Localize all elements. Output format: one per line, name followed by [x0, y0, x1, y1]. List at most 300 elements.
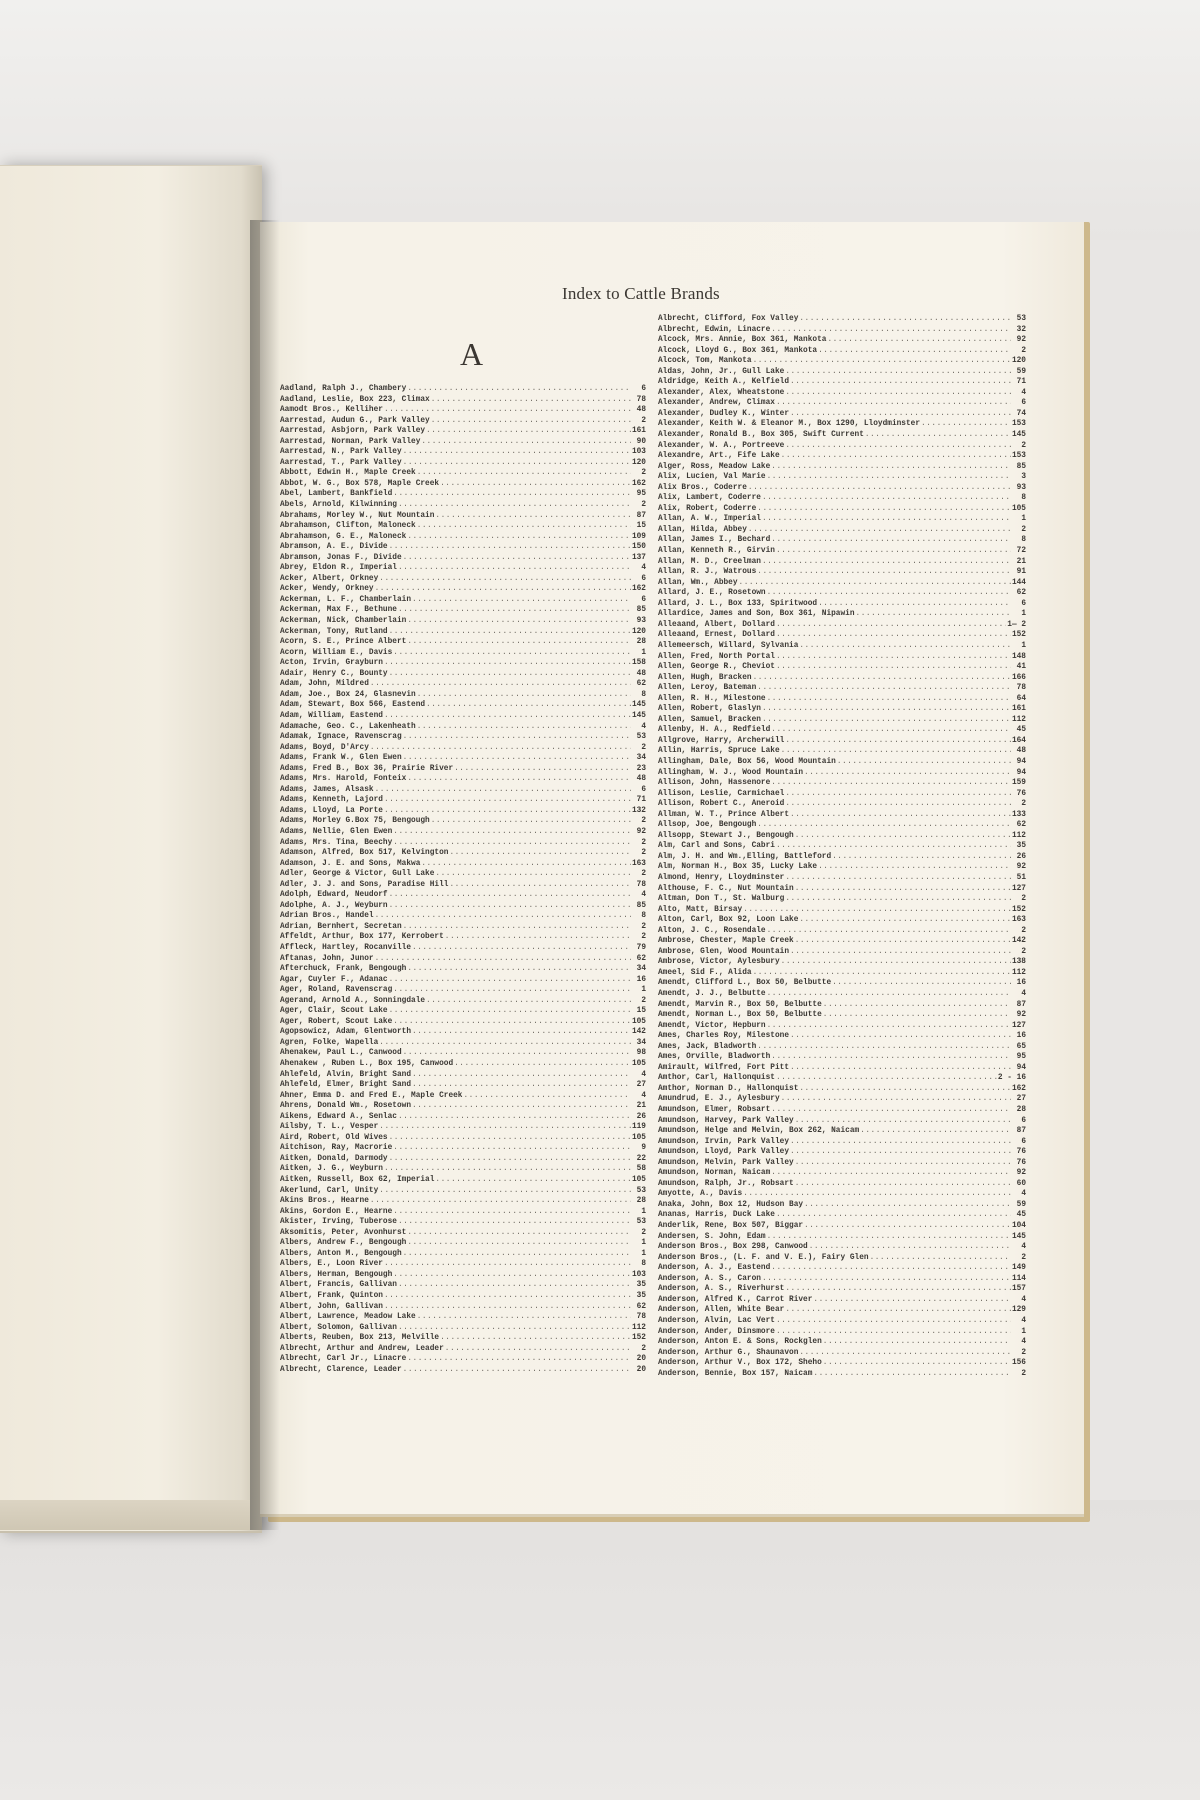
index-entry — [658, 936, 1026, 947]
index-entry — [658, 1232, 1026, 1243]
entry-name: Aftanas, John, Junor — [280, 954, 374, 963]
index-entry — [658, 1147, 1026, 1158]
index-entry — [280, 1228, 646, 1239]
leader-dots — [790, 1031, 1011, 1042]
entry-name: Ahlefeld, Elmer, Bright Sand — [280, 1081, 412, 1090]
index-entry — [658, 1158, 1026, 1169]
entry-name: Albert, Solomon, Gallivan — [280, 1323, 397, 1332]
leader-dots — [776, 652, 1011, 663]
entry-page-number: 2 — [1021, 947, 1026, 956]
entry-name: Alexander, Alex, Wheatstone — [658, 388, 785, 397]
index-entry — [658, 673, 1026, 684]
entry-page-number: 53 — [636, 1186, 646, 1195]
entry-page-number: 21 — [1016, 557, 1026, 566]
entry-name: Alton, Carl, Box 92, Loon Lake — [658, 916, 799, 925]
index-entry — [658, 578, 1026, 589]
index-entry — [280, 922, 646, 933]
index-entry — [658, 725, 1026, 736]
index-entry — [280, 1259, 646, 1270]
index-entry — [280, 700, 646, 711]
index-entry — [280, 447, 646, 458]
leader-dots — [417, 521, 631, 532]
entry-name: Ahner, Emma D. and Fred E., Maple Creek — [280, 1091, 463, 1100]
leader-dots — [799, 641, 1011, 652]
index-entry — [658, 388, 1026, 399]
index-entry — [280, 964, 646, 975]
leader-dots — [384, 1164, 631, 1175]
leader-dots — [431, 416, 631, 427]
leader-dots — [776, 662, 1011, 673]
entry-name: Anderson, Bennie, Box 157, Naicam — [658, 1369, 813, 1378]
entry-name: Amundson, Helge and Melvin, Box 262, Naicam — [658, 1127, 860, 1136]
index-entry — [658, 831, 1026, 842]
entry-page-number: 104 — [1011, 1222, 1026, 1231]
leader-dots — [785, 894, 1011, 905]
leader-dots — [426, 996, 631, 1007]
leader-dots — [870, 1253, 1011, 1264]
leader-dots — [860, 1126, 1011, 1137]
index-entry — [658, 1337, 1026, 1348]
leader-dots — [804, 1221, 1011, 1232]
index-entry — [280, 1333, 646, 1344]
entry-name: Allan, Wm., Abbey — [658, 578, 738, 587]
leader-dots — [799, 314, 1011, 325]
entry-page-number: 152 — [631, 1334, 646, 1343]
entry-page-number: 78 — [636, 1313, 646, 1322]
entry-page-number: 1 — [1021, 610, 1026, 619]
index-entry — [280, 1186, 646, 1197]
index-entry — [658, 1168, 1026, 1179]
entry-name: Andersen, S. John, Edam — [658, 1232, 766, 1241]
leader-dots — [785, 799, 1011, 810]
entry-page-number: 74 — [1016, 409, 1026, 418]
leader-dots — [790, 810, 1011, 821]
index-entry — [280, 437, 646, 448]
entry-name: Allen, R. H., Milestone — [658, 694, 766, 703]
leader-dots — [799, 1084, 1011, 1095]
index-entry — [658, 652, 1026, 663]
entry-name: Allardice, James and Son, Box 361, Nipawin — [658, 610, 855, 619]
index-entry — [658, 957, 1026, 968]
leader-dots — [384, 795, 631, 806]
index-entry — [280, 880, 646, 891]
entry-page-number: 162 — [1011, 1084, 1026, 1093]
entry-page-number: 92 — [1016, 1169, 1026, 1178]
entry-page-number: 145 — [631, 711, 646, 720]
index-entry — [658, 557, 1026, 568]
leader-dots — [743, 905, 1011, 916]
leader-dots — [767, 1232, 1011, 1243]
leader-dots — [809, 1242, 1011, 1253]
entry-name: Aarrestad, Norman, Park Valley — [280, 437, 421, 446]
entry-name: Anderson, A. J., Eastend — [658, 1264, 771, 1273]
leader-dots — [748, 483, 1011, 494]
index-entry — [280, 1154, 646, 1165]
entry-page-number: 48 — [636, 406, 646, 415]
leader-dots — [393, 838, 631, 849]
leader-dots — [776, 630, 1011, 641]
entry-name: Allard, J. L., Box 133, Spiritwood — [658, 599, 818, 608]
entry-page-number: 34 — [636, 1038, 646, 1047]
entry-name: Allen, Hugh, Bracken — [658, 673, 752, 682]
entry-name: Anderson, A. S., Riverhurst — [658, 1285, 785, 1294]
index-entry — [280, 859, 646, 870]
entry-name: Acorn, S. E., Prince Albert — [280, 638, 407, 647]
entry-page-number: 2 — [641, 838, 646, 847]
index-entry — [280, 1270, 646, 1281]
index-entry — [280, 479, 646, 490]
entry-name: Anderson, Anton E. & Sons, Rockglen — [658, 1338, 822, 1347]
entry-page-number: 105 — [631, 1017, 646, 1026]
entry-name: Alexander, Dudley K., Winter — [658, 409, 790, 418]
index-entry — [280, 690, 646, 701]
leader-dots — [757, 567, 1011, 578]
leader-dots — [398, 1217, 631, 1228]
entry-page-number: 53 — [636, 1218, 646, 1227]
index-entry — [658, 1116, 1026, 1127]
entry-page-number: 98 — [636, 1049, 646, 1058]
entry-page-number: 28 — [1016, 1106, 1026, 1115]
leader-dots — [398, 1280, 631, 1291]
index-entry — [658, 356, 1026, 367]
leader-dots — [407, 384, 631, 395]
leader-dots — [804, 1200, 1011, 1211]
index-entry — [658, 504, 1026, 515]
index-entry — [280, 975, 646, 986]
entry-page-number: 90 — [636, 437, 646, 446]
entry-page-number: 95 — [1016, 1053, 1026, 1062]
index-entry — [658, 926, 1026, 937]
entry-page-number: 85 — [1016, 462, 1026, 471]
leader-dots — [389, 1154, 631, 1165]
leader-dots — [384, 806, 631, 817]
entry-page-number: 4 — [641, 722, 646, 731]
entry-name: Alcock, Lloyd G., Box 361, Mankota — [658, 346, 818, 355]
entry-name: Albrecht, Arthur and Andrew, Leader — [280, 1344, 444, 1353]
entry-name: Albers, Herman, Bengough — [280, 1270, 393, 1279]
entry-name: Ackerman, L. F., Chamberlain — [280, 595, 412, 604]
entry-page-number: 6 — [1021, 1116, 1026, 1125]
leader-dots — [370, 1196, 631, 1207]
index-entry — [280, 1196, 646, 1207]
leader-dots — [440, 1333, 631, 1344]
entry-name: Alix Bros., Coderre — [658, 483, 747, 492]
leader-dots — [421, 437, 631, 448]
entry-page-number: 2 — [641, 501, 646, 510]
index-entry — [658, 683, 1026, 694]
index-entry — [658, 1316, 1026, 1327]
entry-page-number: 94 — [1016, 1063, 1026, 1072]
entry-name: Adamak, Ignace, Ravenscrag — [280, 733, 402, 742]
entry-name: Amthor, Norman D., Hallonquist — [658, 1084, 799, 1093]
entry-name: Adams, James, Alsask — [280, 785, 374, 794]
leader-dots — [785, 367, 1011, 378]
entry-name: Amundson, Ralph, Jr., Robsart — [658, 1179, 794, 1188]
entry-name: Adolph, Edward, Neudorf — [280, 891, 388, 900]
leader-dots — [823, 1337, 1011, 1348]
entry-page-number: 150 — [631, 543, 646, 552]
entry-name: Anderson, Alvin, Lac Vert — [658, 1316, 775, 1325]
leader-dots — [771, 535, 1011, 546]
entry-page-number: 2 — [641, 996, 646, 1005]
entry-page-number: 148 — [1011, 652, 1026, 661]
index-entry — [280, 869, 646, 880]
entry-name: Amthor, Carl, Hallonquist — [658, 1074, 775, 1083]
entry-name: Alton, J. C., Rosendale — [658, 926, 766, 935]
book-spine-shadow — [250, 220, 280, 1530]
entry-page-number: 79 — [636, 943, 646, 952]
entry-name: Anderson, A. S., Caron — [658, 1274, 761, 1283]
entry-name: Alix, Robert, Coderre — [658, 504, 757, 513]
index-entry — [658, 789, 1026, 800]
entry-page-number: 120 — [631, 627, 646, 636]
index-entry — [280, 637, 646, 648]
index-entry — [658, 441, 1026, 452]
index-entry — [280, 1101, 646, 1112]
entry-name: Allin, Harris, Spruce Lake — [658, 747, 780, 756]
index-entry — [280, 1164, 646, 1175]
entry-page-number: 142 — [631, 1028, 646, 1037]
entry-name: Alberts, Reuben, Box 213, Melville — [280, 1334, 440, 1343]
leader-dots — [757, 1042, 1011, 1053]
leader-dots — [785, 1305, 1011, 1316]
index-entry — [658, 1010, 1026, 1021]
entry-name: Aadland, Ralph J., Chambery — [280, 385, 407, 393]
entry-name: Amundson, Elmer, Robsart — [658, 1106, 771, 1115]
entry-name: Allan, Hilda, Abbey — [658, 525, 747, 534]
leader-dots — [449, 880, 631, 891]
entry-name: Alm, Carl and Sons, Cabri — [658, 842, 775, 851]
index-entry — [280, 395, 646, 406]
index-entry — [658, 778, 1026, 789]
leader-dots — [412, 1027, 631, 1038]
entry-page-number: 112 — [1011, 715, 1026, 724]
entry-page-number: 2 — [641, 1228, 646, 1237]
entry-name: Abramson, Jonas F., Divide — [280, 553, 402, 562]
entry-page-number: 62 — [1016, 589, 1026, 598]
entry-page-number: 62 — [636, 680, 646, 689]
entry-name: Ames, Jack, Bladworth — [658, 1042, 757, 1051]
leader-dots — [790, 409, 1011, 420]
entry-page-number: 114 — [1011, 1274, 1026, 1283]
section-letter: A — [460, 336, 484, 372]
entry-page-number: 163 — [631, 859, 646, 868]
leader-dots — [389, 975, 631, 986]
leader-dots — [753, 673, 1011, 684]
leader-dots — [795, 831, 1011, 842]
index-entry — [280, 848, 646, 859]
entry-page-number: 1 — [1021, 641, 1026, 650]
leader-dots — [389, 542, 631, 553]
leader-dots — [417, 690, 631, 701]
entry-page-number: 159 — [1011, 779, 1026, 788]
index-entry — [280, 1312, 646, 1323]
leader-dots — [739, 578, 1011, 589]
index-entry — [658, 335, 1026, 346]
leader-dots — [767, 926, 1011, 937]
index-entry — [280, 806, 646, 817]
entry-name: Adrian, Bernhert, Secretan — [280, 922, 402, 931]
leader-dots — [823, 1010, 1011, 1021]
entry-name: Agren, Folke, Wapella — [280, 1038, 379, 1047]
index-entry — [658, 662, 1026, 673]
entry-name: Ackerman, Tony, Rutland — [280, 627, 388, 636]
index-entry — [280, 1048, 646, 1059]
index-entry — [280, 816, 646, 827]
entry-page-number: 35 — [636, 1292, 646, 1301]
entry-name: Allen, Robert, Glaslyn — [658, 705, 761, 714]
index-entry — [280, 1323, 646, 1334]
leader-dots — [435, 511, 631, 522]
entry-name: Adams, Mrs. Tina, Beechy — [280, 838, 393, 847]
entry-page-number: 62 — [1016, 821, 1026, 830]
entry-name: Alger, Ross, Meadow Lake — [658, 462, 771, 471]
leader-dots — [795, 884, 1011, 895]
index-entry — [280, 785, 646, 796]
leader-dots — [818, 599, 1011, 610]
leader-dots — [426, 426, 631, 437]
leader-dots — [856, 609, 1011, 620]
leader-dots — [445, 932, 631, 943]
leader-dots — [407, 1228, 631, 1239]
entry-name: Allemeersch, Willard, Sylvania — [658, 641, 799, 650]
index-entry — [280, 1302, 646, 1313]
entry-name: Allan, M. D., Creelman — [658, 557, 761, 566]
entry-name: Ambrose, Chester, Maple Creek — [658, 937, 794, 946]
entry-page-number: 3 — [1021, 473, 1026, 482]
index-entry — [280, 1344, 646, 1355]
leader-dots — [762, 514, 1011, 525]
entry-name: Aarrestad, T., Park Valley — [280, 458, 402, 467]
index-entry — [280, 426, 646, 437]
leader-dots — [762, 715, 1011, 726]
entry-page-number: 8 — [1021, 536, 1026, 545]
leader-dots — [403, 1249, 631, 1260]
entry-page-number: 87 — [636, 511, 646, 520]
entry-name: Aitken, Russell, Box 62, Imperial — [280, 1176, 435, 1185]
index-entry — [280, 500, 646, 511]
entry-name: Amundson, Norman, Naicam — [658, 1169, 771, 1178]
leader-dots — [403, 458, 631, 469]
index-entry — [280, 764, 646, 775]
index-entry — [280, 605, 646, 616]
entry-name: Aarrestad, N., Park Valley — [280, 448, 402, 457]
index-entry — [658, 1000, 1026, 1011]
entry-name: Alix, Lucien, Val Marie — [658, 473, 766, 482]
entry-page-number: 164 — [1011, 736, 1026, 745]
leader-dots — [463, 1091, 631, 1102]
leader-dots — [398, 605, 631, 616]
entry-page-number: 2 — [1021, 895, 1026, 904]
entry-name: Albrecht, Edwin, Linacre — [658, 325, 771, 334]
entry-page-number: 22 — [636, 1154, 646, 1163]
leader-dots — [389, 901, 631, 912]
leader-dots — [827, 335, 1011, 346]
index-entry — [658, 1094, 1026, 1105]
leader-dots — [403, 1048, 631, 1059]
entry-name: Albert, Francis, Gallivan — [280, 1281, 397, 1290]
leader-dots — [407, 1354, 631, 1365]
entry-name: Adams, Boyd, D'Arcy — [280, 743, 369, 752]
entry-page-number: 112 — [631, 1323, 646, 1332]
entry-page-number: 4 — [1021, 388, 1026, 397]
entry-page-number: 4 — [641, 1070, 646, 1079]
entry-page-number: 142 — [1011, 937, 1026, 946]
leader-dots — [375, 584, 631, 595]
leader-dots — [384, 711, 631, 722]
entry-page-number: 93 — [1016, 483, 1026, 492]
entry-page-number: 8 — [641, 690, 646, 699]
leader-dots — [832, 852, 1011, 863]
entry-page-number: 2 — [1021, 525, 1026, 534]
index-entry — [280, 943, 646, 954]
entry-name: Adams, Kenneth, Lajord — [280, 796, 383, 805]
entry-name: Adams, Lloyd, La Porte — [280, 806, 383, 815]
leader-dots — [799, 915, 1011, 926]
leader-dots — [412, 1080, 631, 1091]
entry-page-number: 2 — [1021, 1348, 1026, 1357]
entry-name: Abrahamson, G. E., Maloneck — [280, 532, 407, 541]
entry-name: Amendt, J. J., Belbutte — [658, 990, 766, 998]
entry-page-number: 2 - 16 — [997, 1074, 1026, 1083]
entry-page-number: 4 — [1021, 1243, 1026, 1252]
leader-dots — [417, 722, 631, 733]
entry-page-number: 16 — [1016, 979, 1026, 988]
entry-page-number: 103 — [631, 448, 646, 457]
index-entry — [658, 768, 1026, 779]
leader-dots — [823, 1358, 1011, 1369]
entry-page-number: 32 — [1016, 325, 1026, 334]
entry-name: Adolphe, A. J., Weyburn — [280, 901, 388, 910]
entry-page-number: 62 — [636, 1302, 646, 1311]
entry-name: Ameel, Sid F., Alida — [658, 968, 752, 977]
leader-dots — [818, 346, 1011, 357]
left-book-page — [0, 165, 262, 1533]
entry-page-number: 145 — [1011, 1232, 1026, 1241]
leader-dots — [431, 395, 631, 406]
index-entry — [280, 584, 646, 595]
leader-dots — [771, 1052, 1011, 1063]
leader-dots — [823, 1000, 1011, 1011]
entry-name: Alexander, Ronald B., Box 305, Swift Current — [658, 431, 864, 440]
index-entry — [280, 1175, 646, 1186]
leader-dots — [445, 1344, 631, 1355]
entry-name: Anderson, Allen, White Bear — [658, 1306, 785, 1315]
entry-page-number: 2 — [641, 922, 646, 931]
entry-page-number: 94 — [1016, 768, 1026, 777]
index-entry — [658, 978, 1026, 989]
entry-name: Alexander, W. A., Portreeve — [658, 441, 785, 450]
entry-name: Albrecht, Carl Jr., Linacre — [280, 1355, 407, 1364]
entry-page-number: 92 — [636, 827, 646, 836]
entry-page-number: 64 — [1016, 694, 1026, 703]
entry-page-number: 34 — [636, 754, 646, 763]
entry-name: Albert, Frank, Quinton — [280, 1292, 383, 1301]
leader-dots — [832, 978, 1011, 989]
entry-page-number: 78 — [636, 880, 646, 889]
index-entry — [280, 521, 646, 532]
index-entry — [658, 968, 1026, 979]
entry-name: Affeldt, Arthur, Box 177, Kerrobert — [280, 933, 444, 942]
entry-name: Amundson, Irvin, Park Valley — [658, 1137, 790, 1146]
entry-page-number: 35 — [636, 1281, 646, 1290]
index-entry — [658, 535, 1026, 546]
index-entry — [280, 616, 646, 627]
entry-page-number: 156 — [1011, 1359, 1026, 1368]
entry-name: Anderlik, Rene, Box 507, Biggar — [658, 1222, 804, 1231]
entry-page-number: 144 — [1011, 578, 1026, 587]
entry-page-number: 153 — [1011, 420, 1026, 429]
